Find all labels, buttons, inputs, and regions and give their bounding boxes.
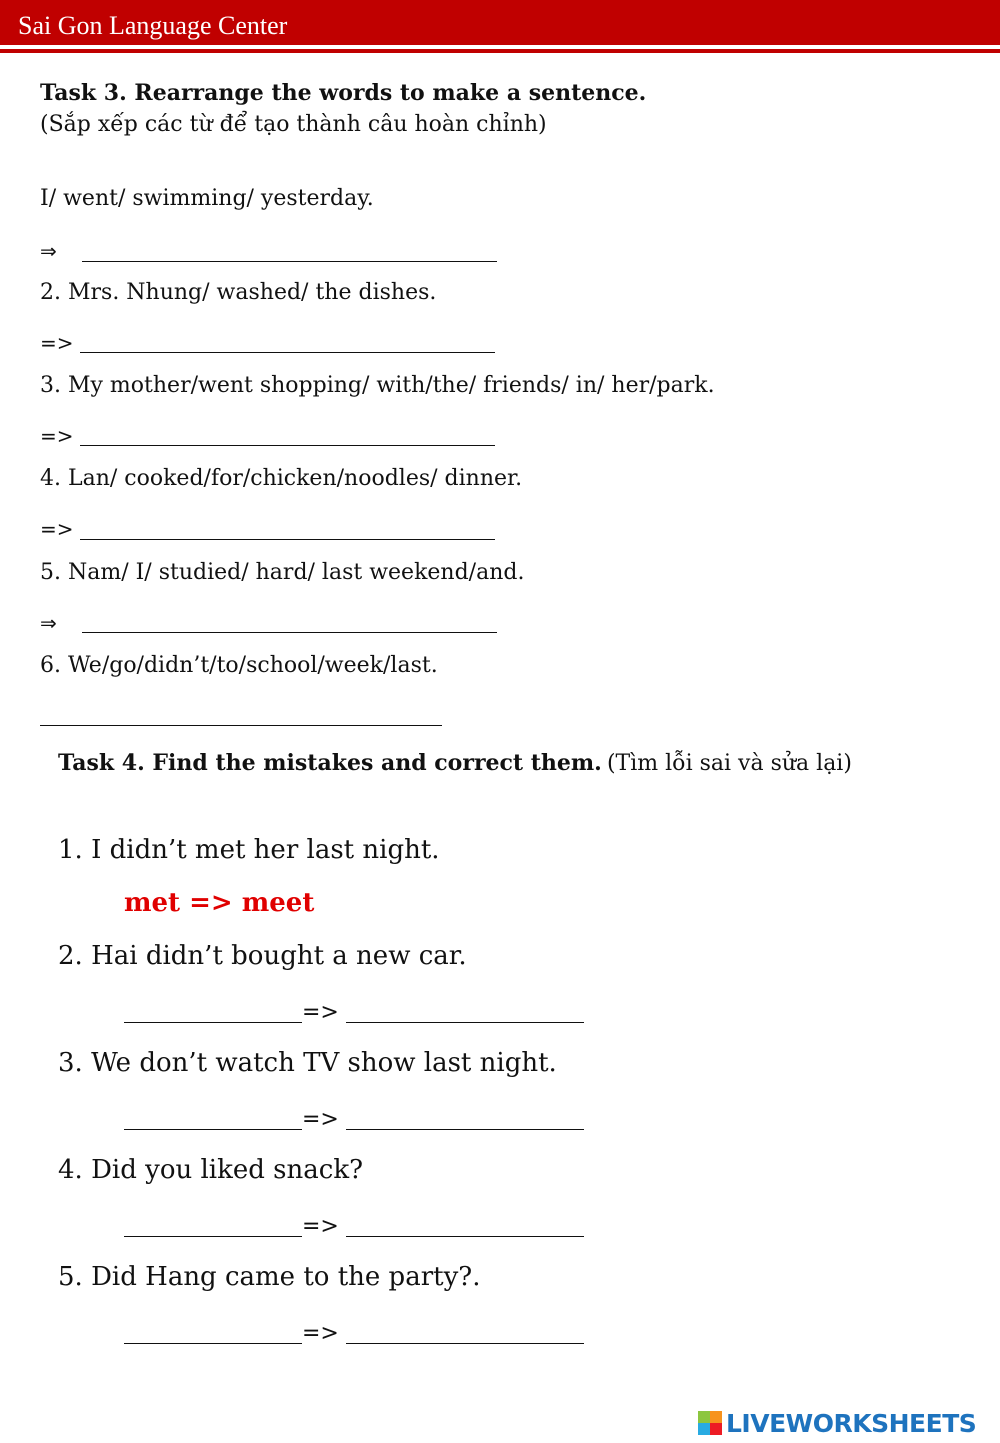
task4-correction-blank-4[interactable] xyxy=(346,1236,584,1237)
task4-sentence-2: 2. Hai didn’t bought a new car. xyxy=(58,941,467,971)
task4-arrow-5: => xyxy=(302,1321,339,1346)
task4-mistake-blank-3[interactable] xyxy=(124,1129,302,1130)
task3-prompt-3: 3. My mother/went shopping/ with/the/ friends/ in/ her/park. xyxy=(40,373,715,398)
task3-prompt-5: 5. Nam/ I/ studied/ hard/ last weekend/and. xyxy=(40,560,525,585)
task4-sentence-5: 5. Did Hang came to the party?. xyxy=(58,1262,481,1292)
task4-arrow-4: => xyxy=(302,1214,339,1239)
logo-text: LIVEWORKSHEETS xyxy=(726,1408,977,1438)
task3-answer-blank-4[interactable] xyxy=(80,539,495,540)
task4-sentence-3: 3. We don’t watch TV show last night. xyxy=(58,1048,557,1078)
task4-correction-blank-5[interactable] xyxy=(346,1343,584,1344)
task4-correction-blank-3[interactable] xyxy=(346,1129,584,1130)
task4-arrow-2: => xyxy=(302,1000,339,1025)
task3-arrow-5: ⇒ xyxy=(40,611,57,635)
task4-mistake-blank-4[interactable] xyxy=(124,1236,302,1237)
header-title: Sai Gon Language Center xyxy=(18,11,288,40)
task3-prompt-6: 6. We/go/didn’t/to/school/week/last. xyxy=(40,653,438,678)
task3-answer-blank-6[interactable] xyxy=(40,725,442,726)
task4-sentence-4: 4. Did you liked snack? xyxy=(58,1155,364,1185)
task4-sentence-1: 1. I didn’t met her last night. xyxy=(58,835,440,865)
liveworksheets-logo[interactable] xyxy=(698,1408,976,1438)
task4-heading: Task 4. Find the mistakes and correct them. xyxy=(58,750,602,776)
task3-answer-blank-5[interactable] xyxy=(82,632,497,633)
liveworksheets-logo-icon xyxy=(698,1411,722,1435)
task3-prompt-4: 4. Lan/ cooked/for/chicken/noodles/ dinner. xyxy=(40,466,523,491)
task4-heading-row xyxy=(58,750,852,776)
task3-answer-blank-1[interactable] xyxy=(82,261,497,262)
task4-arrow-3: => xyxy=(302,1107,339,1132)
task4-mistake-blank-5[interactable] xyxy=(124,1343,302,1344)
task4-correction-blank-2[interactable] xyxy=(346,1022,584,1023)
task3-arrow-3: => xyxy=(40,424,74,448)
task3-heading: Task 3. Rearrange the words to make a sentence. xyxy=(40,80,647,106)
task4-subtitle: (Tìm lỗi sai và sửa lại) xyxy=(606,751,852,776)
task3-prompt-1: I/ went/ swimming/ yesterday. xyxy=(40,186,374,211)
task3-arrow-2: => xyxy=(40,331,74,355)
task3-subtitle: (Sắp xếp các từ để tạo thành câu hoàn chỉnh) xyxy=(40,112,547,137)
task3-arrow-1: ⇒ xyxy=(40,239,57,263)
task3-arrow-4: => xyxy=(40,517,74,541)
task3-answer-blank-2[interactable] xyxy=(80,352,495,353)
task3-answer-blank-3[interactable] xyxy=(80,445,495,446)
header-rule xyxy=(0,49,1000,53)
task4-mistake-blank-2[interactable] xyxy=(124,1022,302,1023)
task4-answer-example: met => meet xyxy=(124,888,315,918)
task3-prompt-2: 2. Mrs. Nhung/ washed/ the dishes. xyxy=(40,280,437,305)
